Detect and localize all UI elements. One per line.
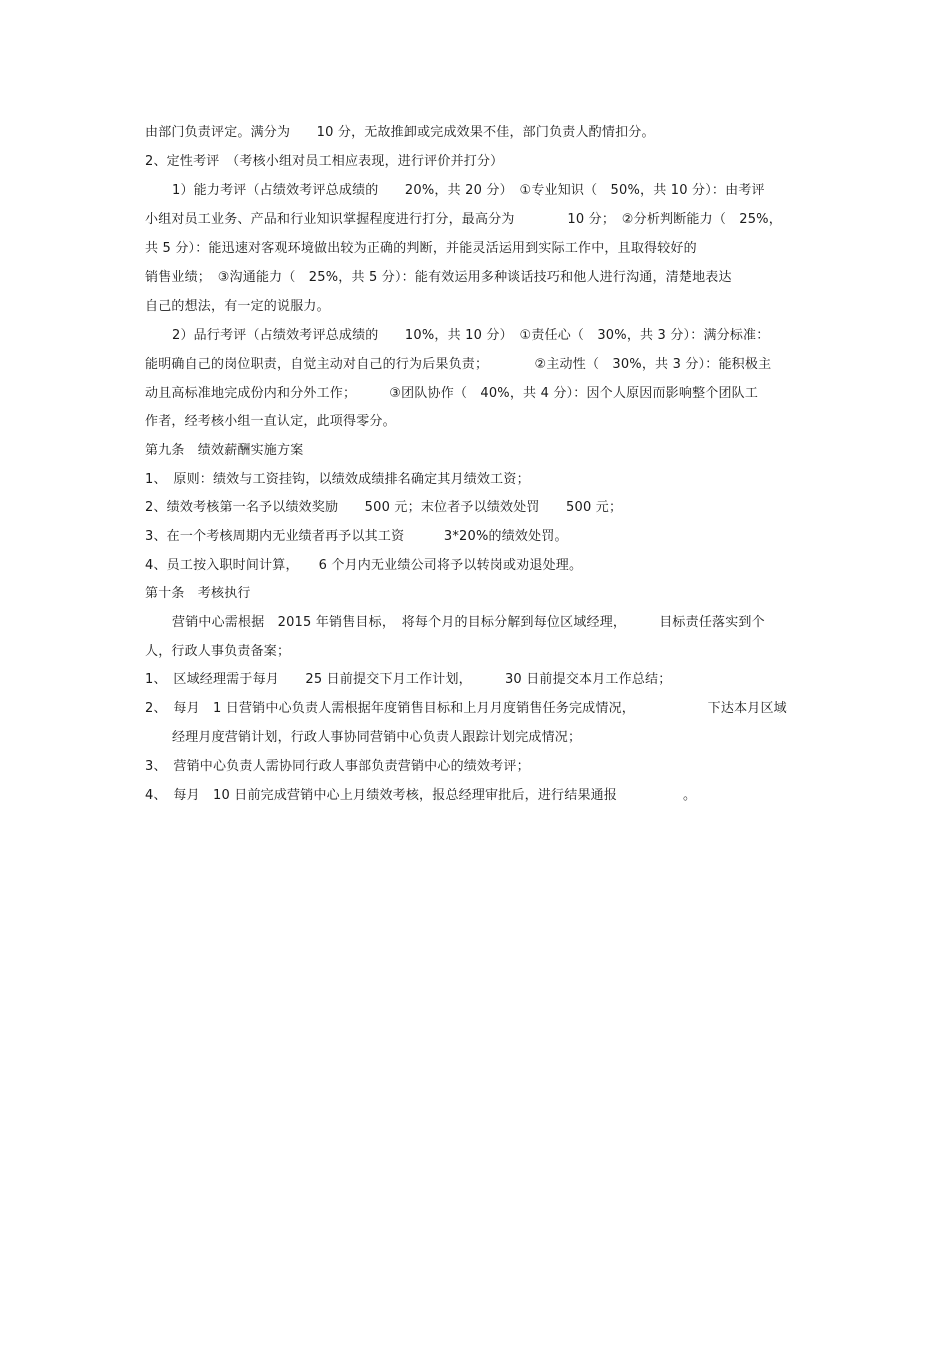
text-line: 共 5 分）：能迅速对客观环境做出较为正确的判断，并能灵活运用到实际工作中，且取得较好的 (145, 241, 697, 256)
text-line: 小组对员工业务、产品和行业知识掌握程度进行打分，最高分为 10 分； ②分析判断能力（ 25%， (145, 212, 782, 227)
text-line: 经理月度营销计划，行政人事协同营销中心负责人跟踪计划完成情况； (172, 730, 582, 745)
list-item: 1、 原则：绩效与工资挂钩，以绩效成绩排名确定其月绩效工资； (145, 472, 530, 487)
text-line: 营销中心需根据 2015 年销售目标， 将每个月的目标分解到每位区域经理， 目标责任落实到个 (172, 615, 765, 630)
section-heading: 2、定性考评 （考核小组对员工相应表现，进行评价并打分） (145, 154, 504, 169)
text-line: 1）能力考评（占绩效考评总成绩的 20%，共 20 分） ①专业知识（ 50%，共 10 分）：由考评 (172, 183, 765, 198)
text-line: 2）品行考评（占绩效考评总成绩的 10%，共 10 分） ①责任心（ 30%，共 3 分）：满分标准： (172, 328, 770, 343)
list-item: 4、 每月 10 日前完成营销中心上月绩效考核，报总经理审批后，进行结果通报 。 (145, 788, 697, 803)
list-item: 2、绩效考核第一名予以绩效奖励 500 元；末位者予以绩效处罚 500 元； (145, 500, 623, 515)
article-heading: 第九条 绩效薪酬实施方案 (145, 443, 304, 458)
text-line: 销售业绩； ③沟通能力（ 25%，共 5 分）：能有效运用多种谈话技巧和他人进行沟通，清楚地表达 (145, 270, 732, 285)
text-line: 人，行政人事负责备案； (145, 644, 291, 659)
list-item: 3、 营销中心负责人需协同行政人事部负责营销中心的绩效考评； (145, 759, 530, 774)
list-item: 3、在一个考核周期内无业绩者再予以其工资 3*20%的绩效处罚。 (145, 529, 568, 544)
text-line: 动且高标准地完成份内和分外工作； ③团队协作（ 40%，共 4 分）：因个人原因而影响整个团队工 (145, 386, 759, 401)
list-item: 1、 区域经理需于每月 25 日前提交下月工作计划， 30 日前提交本月工作总结； (145, 672, 672, 687)
text-line: 能明确自己的岗位职责，自觉主动对自己的行为后果负责； ②主动性（ 30%，共 3 分）：能积极主 (145, 357, 772, 372)
text-line: 作者，经考核小组一直认定，此项得零分。 (145, 414, 396, 429)
list-item: 2、 每月 1 日营销中心负责人需根据年度销售目标和上月月度销售任务完成情况， 下达本月区域 (145, 701, 787, 716)
text-line: 由部门负责评定。满分为 10 分，无故推卸或完成效果不佳，部门负责人酌情扣分。 (145, 125, 655, 140)
article-heading: 第十条 考核执行 (145, 586, 251, 601)
list-item: 4、员工按入职时间计算， 6 个月内无业绩公司将予以转岗或劝退处理。 (145, 558, 583, 573)
text-line: 自己的想法，有一定的说服力。 (145, 299, 330, 314)
